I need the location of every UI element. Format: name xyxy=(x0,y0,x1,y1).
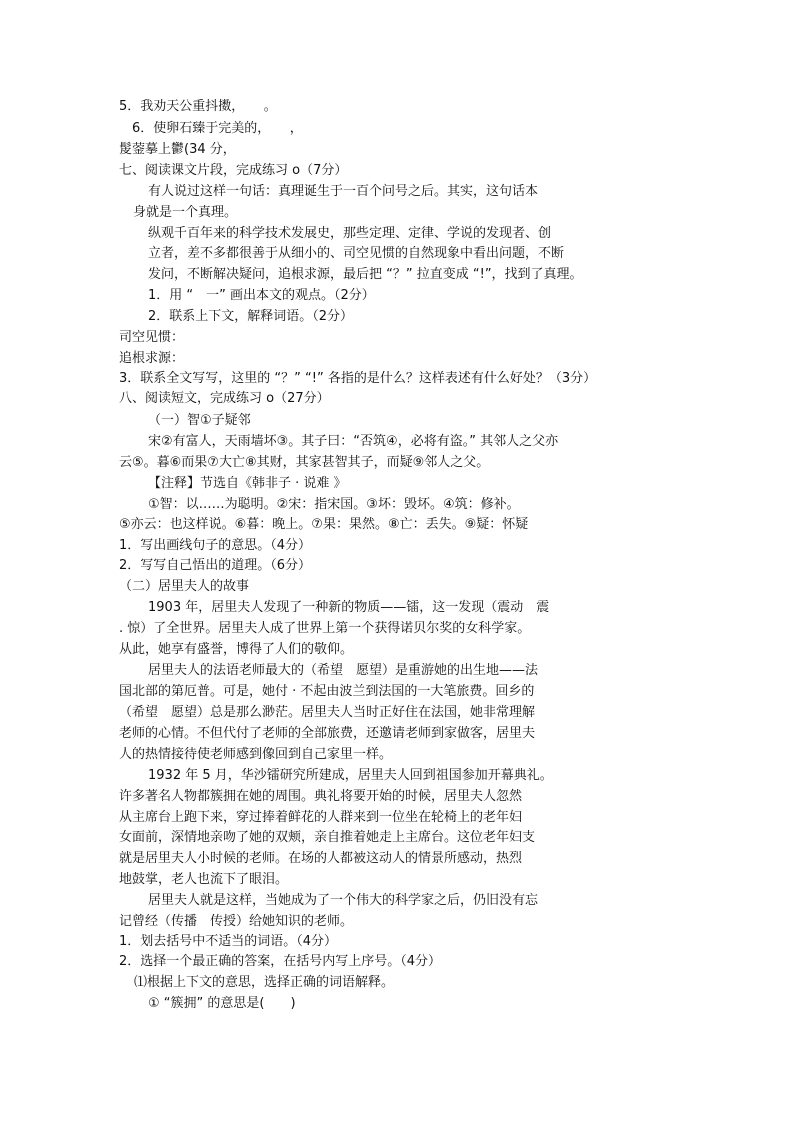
text-line: 有人说过这样一句话：真理诞生于一百个问号之后。其实，这句话本 xyxy=(148,184,539,199)
question-line: ① “簇拥” 的意思是( ) xyxy=(148,996,296,1011)
text-line: 身就是一个真理。 xyxy=(133,205,238,220)
text-line: 1932 年 5 月，华沙镭研究所建成，居里夫人回到祖国参加开幕典礼。 xyxy=(148,768,553,783)
question-line: 2．写写自己悟出的道理。（6分） xyxy=(119,558,312,573)
text-line: 老师的心情。不但代付了老师的全部旅费，还邀请老师到家做客，居里夫 xyxy=(119,726,536,741)
text-line: 髲蓥摹上鬱(34 分， xyxy=(119,142,236,157)
question-line: ⑴根据上下文的意思，选择正确的词语解释。 xyxy=(134,975,395,990)
text-line: 发问，不断解决疑问，追根求源，最后把 “？” 拉直变成 “!”，找到了真理。 xyxy=(148,267,583,282)
text-line: 人的热情接待使老师感到像回到自己家里一样。 xyxy=(119,747,393,762)
text-line: 追根求源： xyxy=(119,351,185,366)
question-line: 2．选择一个最正确的答案，在括号内写上序号。（4分） xyxy=(119,954,442,969)
text-line: 国北部的第厄普。可是，她付 · 不起由波兰到法国的一大笔旅费。回乡的 xyxy=(119,684,535,699)
text-line: 女面前，深情地亲吻了她的双颊，亲自推着她走上主席台。这位老年妇支 xyxy=(119,830,536,845)
text-line: 记曾经（传播 传授）给她知识的老师。 xyxy=(119,914,354,929)
text-line: 【注释】节选自《韩非子 · 说难 》 xyxy=(148,476,347,491)
question-line: 1．划去括号中不适当的词语。（4分） xyxy=(119,934,338,949)
subsection-heading: （一）智①子疑邻 xyxy=(148,413,251,428)
question-line: 1．写出画线句子的意思。（4分） xyxy=(119,538,312,553)
text-line: 宋②有富人，天雨墙坏③。其子曰：“否筑④，必将有盗。” 其邻人之父亦 xyxy=(148,434,559,449)
text-line: 居里夫人的法语老师最大的（希望 愿望）是重游她的出生地——法 xyxy=(148,663,539,678)
text-line: 1903 年，居里夫人发现了一种新的物质——镭，这一发现（震动 震 xyxy=(148,600,550,615)
section-heading: 七、阅读课文片段，完成练习 o（7分） xyxy=(119,163,348,178)
text-line: 6．使卵石臻于完美的， ， xyxy=(132,121,303,136)
section-heading: 八、阅读短文，完成练习 o（27分） xyxy=(119,391,330,406)
text-line: ⑤亦云：也这样说。⑥暮：晚上。⑦果：果然。⑧亡：丢失。⑨疑：怀疑 xyxy=(119,517,529,532)
subsection-heading: （二）居里夫人的故事 xyxy=(119,579,250,594)
text-line: 云⑤。暮⑥而果⑦大亡⑧其财，其家甚智其子，而疑⑨邻人之父。 xyxy=(119,455,490,470)
text-line: 居里夫人就是这样，当她成为了一个伟大的科学家之后，仍旧没有忘 xyxy=(148,893,539,908)
text-line: 5．我劝天公重抖擞， 。 xyxy=(119,99,277,114)
text-line: 就是居里夫人小时候的老师。在场的人都被这动人的情景所感动，热烈 xyxy=(119,851,523,866)
text-line: 许多著名人物都簇拥在她的周围。典礼将要开始的时候，居里夫人忽然 xyxy=(119,789,523,804)
text-line: 司空见惯： xyxy=(119,330,185,345)
text-line: 从主席台上跑下来，穿过捧着鲜花的人群来到一位坐在轮椅上的老年妇 xyxy=(119,810,523,825)
question-line: 1．用 “ 一” 画出本文的观点。（2分） xyxy=(148,288,375,303)
text-line: . 惊）了全世界。居里夫人成了世界上第一个获得诺贝尔奖的女科学家。 xyxy=(119,621,531,636)
question-line: 2．联系上下文，解释词语。（2分） xyxy=(148,309,354,324)
text-line: 纵观千百年来的科学技术发展史，那些定理、定律、学说的发现者、创 xyxy=(148,226,552,241)
text-line: 从此，她享有盛誉，博得了人们的敬仰。 xyxy=(119,642,354,657)
text-line: （希望 愿望）总是那么渺茫。居里夫人当时正好住在法国，她非常理解 xyxy=(119,705,536,720)
text-line: 立者，差不多都很善于从细小的、司空见惯的自然现象中看出问题，不断 xyxy=(148,246,565,261)
text-line: ①智：以……为聪明。②宋：指宋国。③坏：毁坏。④筑：修补。 xyxy=(148,497,520,512)
text-line: 地鼓掌，老人也流下了眼泪。 xyxy=(119,872,289,887)
question-line: 3．联系全文写写，这里的 “？” “!” 各指的是什么？这样表述有什么好处？（3分） xyxy=(119,371,597,386)
